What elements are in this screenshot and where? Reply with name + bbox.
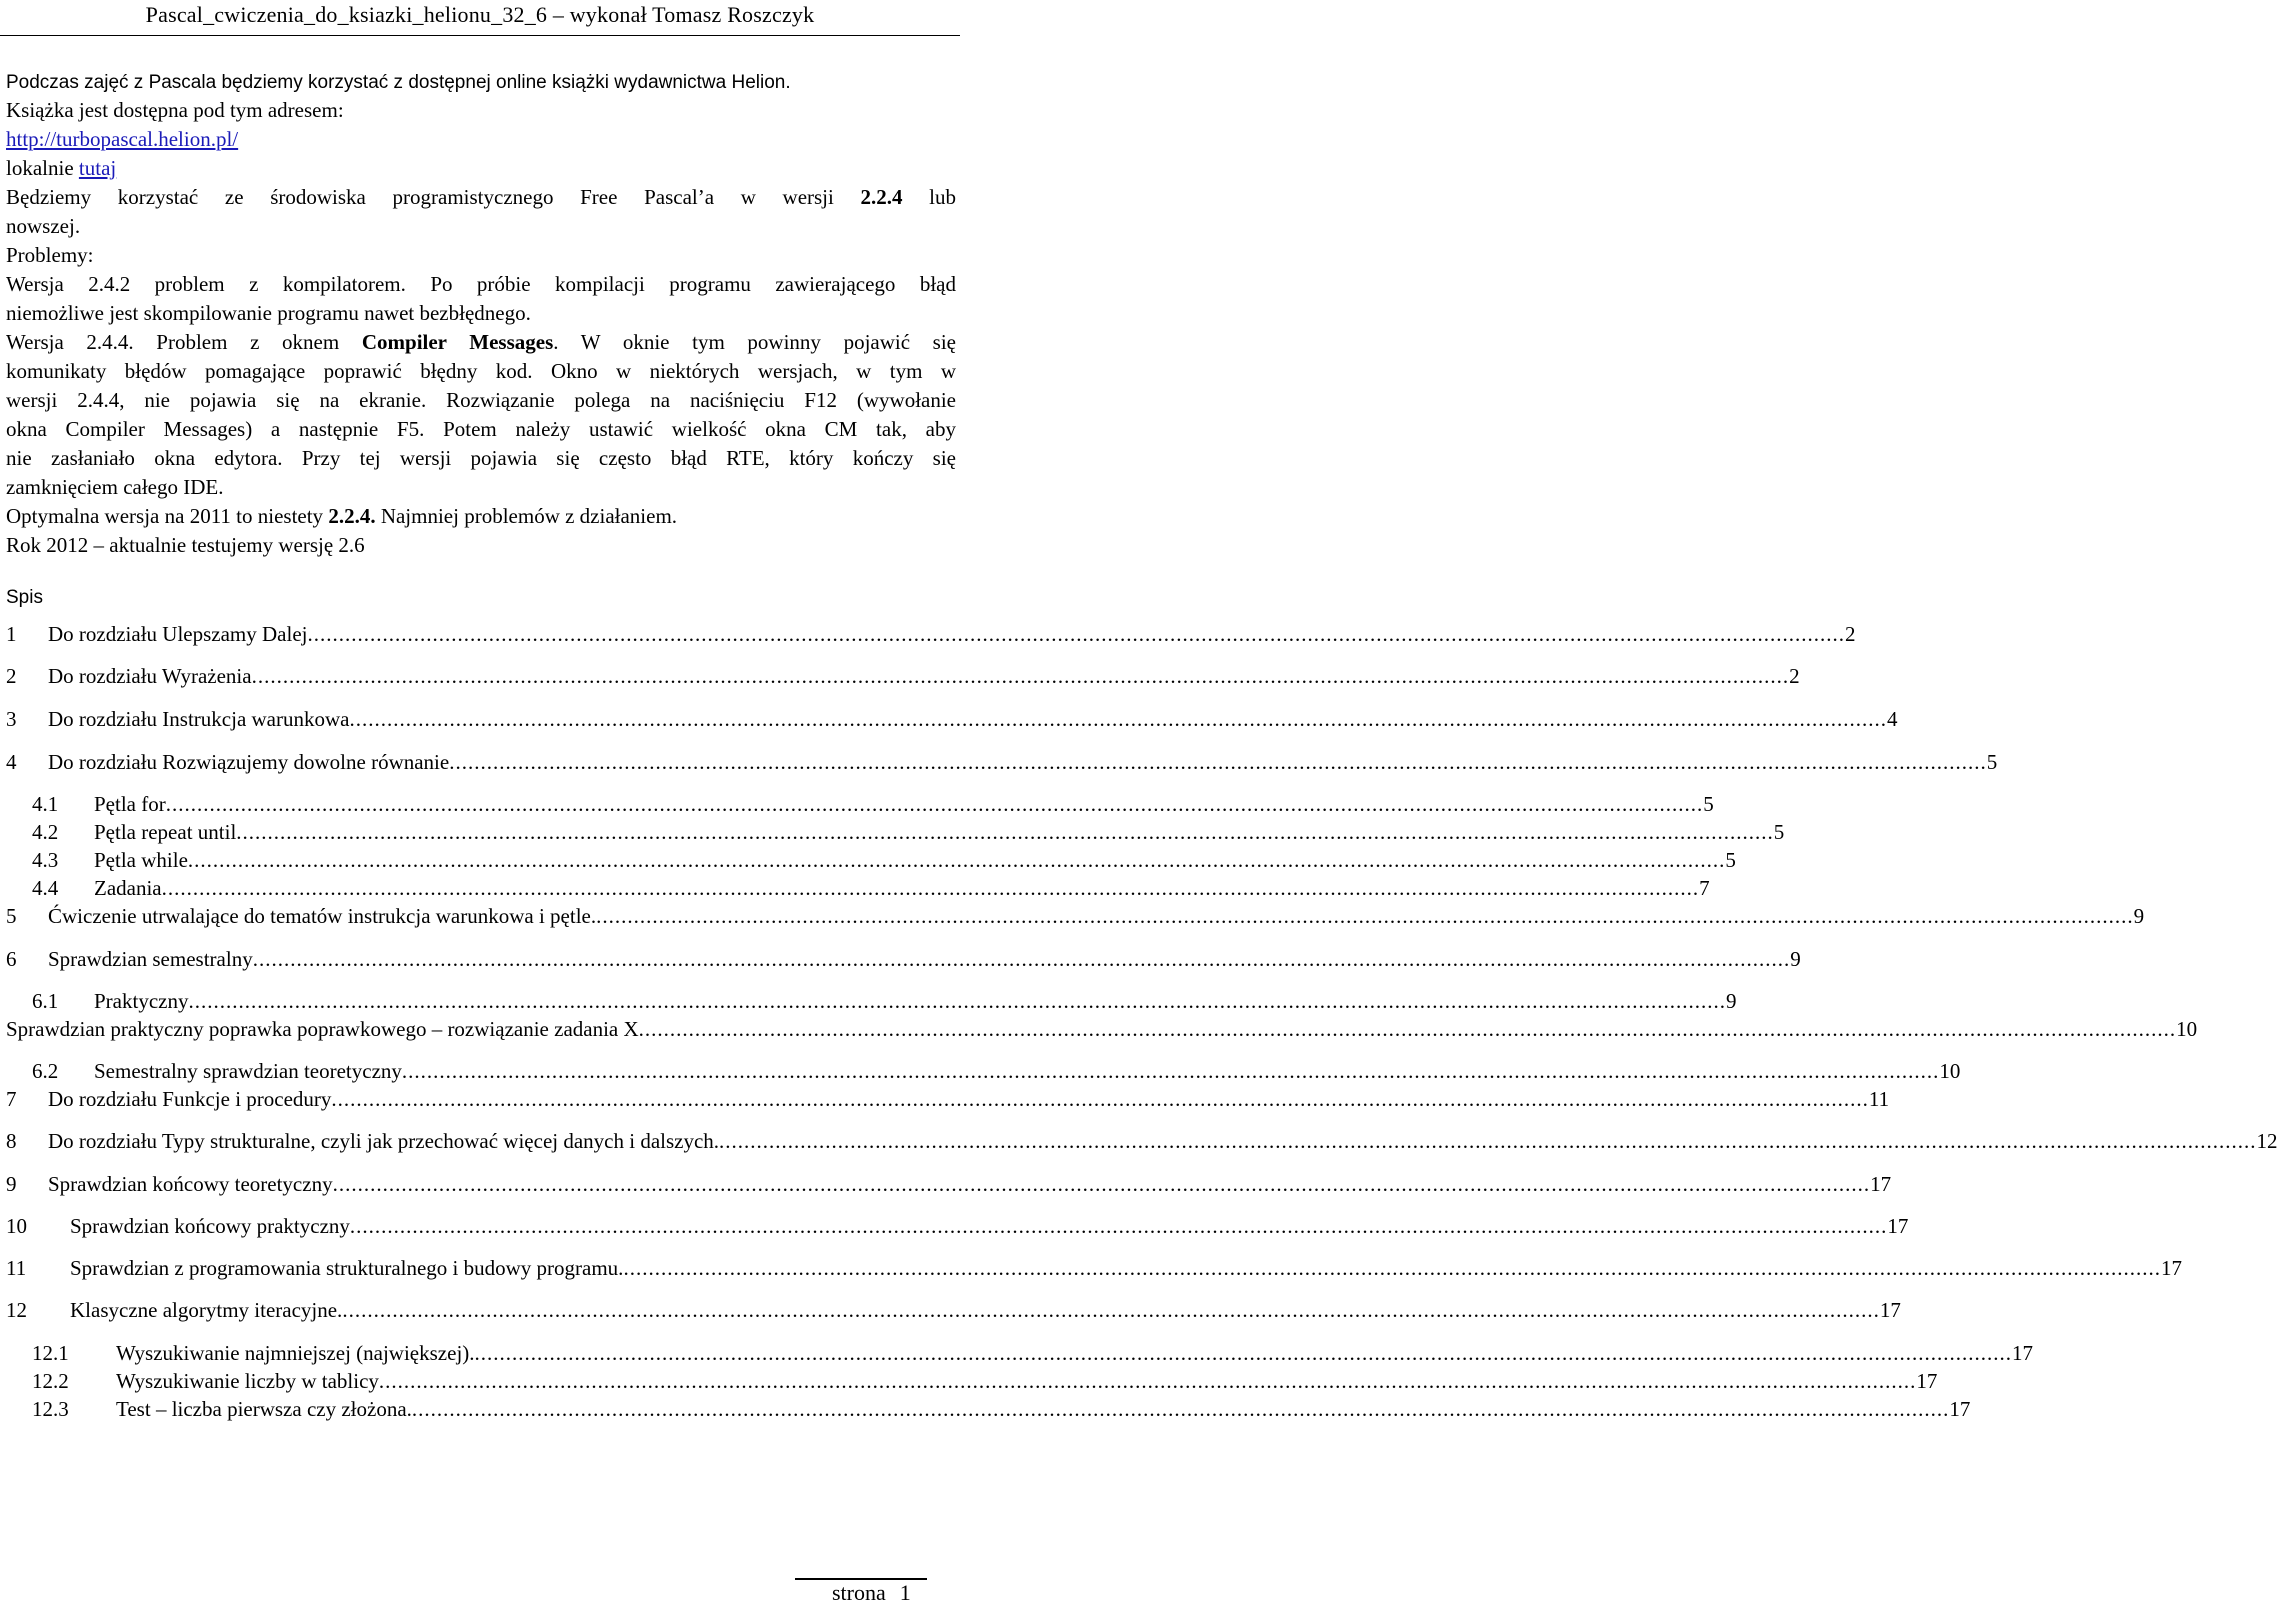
page-footer [832, 1580, 911, 1606]
toc-entry[interactable] [6, 705, 1898, 733]
toc-leader-dots [236, 818, 1774, 846]
toc-entry-title: Ćwiczenie utrwalające do tematów instrukcja warunkowa i pętle. [48, 904, 597, 928]
toc-entry-title: Pętla for [94, 792, 166, 816]
toc-entry-page: 5 [1773, 820, 1785, 844]
toc-entry-title: Do rozdziału Rozwiązujemy dowolne równanie [48, 750, 450, 774]
toc-leader-dots [449, 748, 1987, 776]
toc-leader-dots [639, 1015, 2177, 1043]
toc-entry-title: Do rozdziału Instrukcja warunkowa [48, 707, 350, 731]
footer-label: strona [832, 1580, 886, 1605]
toc-heading: Spis [6, 587, 43, 608]
toc-entry-number: 8 [6, 1129, 17, 1153]
toc-entry[interactable] [6, 1015, 2198, 1043]
toc-leader-dots [188, 987, 1726, 1015]
local-prefix: lokalnie [6, 156, 79, 180]
footer-page-number: 1 [899, 1580, 911, 1605]
problems-label: Problemy: [6, 243, 94, 267]
toc-entry-number: 7 [6, 1087, 17, 1111]
toc-entry-number: 6 [6, 947, 17, 971]
toc-entry-page: 17 [1870, 1172, 1892, 1196]
toc-leader-dots [252, 662, 1790, 690]
problem-line: niemożliwe jest skompilowanie programu nawet bezbłędnego. [6, 301, 531, 325]
toc-entry-page: 7 [1699, 876, 1710, 900]
toc-leader-dots [331, 1085, 1869, 1113]
toc-leader-dots [166, 790, 1704, 818]
compiler-messages-label: Compiler Messages [361, 330, 554, 354]
toc-entry[interactable] [6, 1212, 1909, 1240]
toc-entry[interactable] [6, 620, 1856, 648]
toc-entry-number: 1 [6, 622, 17, 646]
toc-entry-number: 12.1 [32, 1341, 69, 1365]
toc-entry[interactable] [6, 1296, 1901, 1324]
toc-entry-title: Praktyczny [94, 989, 189, 1013]
toc-entry-number: 9 [6, 1172, 17, 1196]
toc-entry-page: 17 [1879, 1298, 1901, 1322]
env-line: nowszej. [6, 214, 81, 238]
toc-leader-dots [308, 620, 1846, 648]
problem-text: Wersja 2.4.4. Problem z oknem [6, 330, 362, 354]
toc-entry-number: 4.1 [32, 792, 59, 816]
toc-entry-title: Sprawdzian praktyczny poprawka poprawkowego – rozwiązanie zadania X [6, 1017, 639, 1041]
toc-entry-title: Sprawdzian końcowy teoretyczny [48, 1172, 333, 1196]
problem-line: zamknięciem całego IDE. [6, 475, 224, 499]
toc-entry-page: 17 [1916, 1369, 1938, 1393]
toc-entry-page: 5 [1703, 792, 1714, 816]
toc-entry-page: 17 [1887, 1214, 1909, 1238]
toc-leader-dots [596, 902, 2134, 930]
toc-entry[interactable] [6, 945, 1801, 973]
toc-entry-page: 12 [2256, 1129, 2278, 1153]
toc-entry-number: 11 [6, 1256, 27, 1280]
toc-entry-page: 2 [1789, 664, 1800, 688]
toc-entry-title: Wyszukiwanie najmniejszej (największej). [116, 1341, 475, 1365]
header-rule [0, 35, 960, 36]
toc-entry-page: 9 [2133, 904, 2145, 928]
toc-entry[interactable] [32, 1367, 1938, 1395]
toc-leader-dots [379, 1367, 1917, 1395]
toc-entry-title: Do rozdziału Typy strukturalne, czyli jak przechować więcej danych i dalszych. [48, 1129, 720, 1153]
optimal-version-line [6, 502, 956, 531]
toc-entry-number: 12.2 [32, 1369, 69, 1393]
toc-entry-page: 10 [2176, 1017, 2198, 1041]
toc-entry[interactable] [32, 818, 1785, 846]
toc-leader-dots [412, 1395, 1950, 1423]
toc-entry-page: 10 [1939, 1059, 1961, 1083]
env-version: 2.2.4 [860, 185, 903, 209]
problem-line: nie zasłaniało okna edytora. Przy tej wersji pojawia się często błąd RTE, który kończy się [6, 446, 956, 470]
problem-line: wersji 2.4.4, nie pojawia się na ekranie. Rozwiązanie polega na naciśnięciu F12 (wywołanie [6, 388, 956, 412]
toc-entry-title: Pętla repeat until [94, 820, 237, 844]
toc-entry[interactable] [32, 1395, 1971, 1423]
toc-entry-page: 5 [1986, 750, 1998, 774]
toc-entry-number: 4.3 [32, 848, 59, 872]
toc-leader-dots [719, 1127, 2257, 1155]
intro-line: Książka jest dostępna pod tym adresem: [6, 98, 344, 122]
toc-entry-title: Do rozdziału Funkcje i procedury [48, 1087, 332, 1111]
toc-entry[interactable] [32, 846, 1736, 874]
problem-line: komunikaty błędów pomagające poprawić błędny kod. Okno w niektórych wersjach, w tym w [6, 359, 956, 383]
toc-entry-title: Zadania [94, 876, 162, 900]
toc-entry-title: Do rozdziału Wyrażenia [48, 664, 252, 688]
toc-entry-page: 5 [1725, 848, 1736, 872]
local-link[interactable]: tutaj [78, 156, 117, 180]
toc-entry-page: 9 [1725, 989, 1737, 1013]
toc-leader-dots [402, 1057, 1940, 1085]
toc-leader-dots [349, 705, 1887, 733]
toc-entry-title: Klasyczne algorytmy iteracyjne. [70, 1298, 343, 1322]
problem-line [6, 328, 956, 357]
toc-entry-title: Sprawdzian z programowania strukturalnego i budowy programu. [70, 1256, 624, 1280]
toc-entry[interactable] [6, 1127, 2278, 1155]
problem-line: okna Compiler Messages) a następnie F5. Potem należy ustawić wielkość okna CM tak, aby [6, 417, 956, 441]
env-line [6, 183, 956, 212]
toc-entry-number: 6.1 [32, 989, 59, 1013]
toc-entry[interactable] [32, 790, 1714, 818]
intro-local-line [6, 154, 956, 183]
toc-entry-page: 11 [1868, 1087, 1890, 1111]
toc-entry-number: 2 [6, 664, 17, 688]
toc-entry[interactable] [6, 902, 2145, 930]
toc-leader-dots [333, 1170, 1871, 1198]
toc-entry[interactable] [32, 874, 1710, 902]
toc-entry[interactable] [6, 1085, 1890, 1113]
toc-entry-number: 4.4 [32, 876, 59, 900]
toc-entry[interactable] [32, 987, 1737, 1015]
toc-entry-number: 5 [6, 904, 17, 928]
intro-line: Podczas zajęć z Pascala będziemy korzystać z dostępnej online książki wydawnictwa Helion. [6, 72, 791, 93]
toc-entry-page: 4 [1886, 707, 1898, 731]
toc-entry-number: 10 [6, 1214, 27, 1238]
opt-version: 2.2.4. [328, 504, 376, 528]
toc-entry-title: Sprawdzian semestralny [48, 947, 253, 971]
toc-leader-dots [253, 945, 1791, 973]
env-text: lub [902, 185, 957, 209]
toc-entry-number: 12.3 [32, 1397, 69, 1421]
toc-entry-title: Semestralny sprawdzian teoretyczny [94, 1059, 402, 1083]
toc-entry-number: 3 [6, 707, 17, 731]
toc-entry-page: 17 [1949, 1397, 1971, 1421]
intro-section [6, 70, 956, 560]
toc-entry-title: Pętla while [94, 848, 188, 872]
helion-url-link[interactable]: http://turbopascal.helion.pl/ [6, 127, 239, 151]
problem-text: . W oknie tym powinny pojawić się [553, 330, 957, 354]
toc-entry-number: 12 [6, 1298, 27, 1322]
toc-entry-page: 2 [1845, 622, 1856, 646]
toc-entry-number: 4.2 [32, 820, 59, 844]
toc-leader-dots [188, 846, 1726, 874]
toc-entry[interactable] [32, 1057, 1961, 1085]
toc-entry-title: Do rozdziału Ulepszamy Dalej [48, 622, 308, 646]
toc-leader-dots [162, 874, 1700, 902]
toc-entry-title: Sprawdzian końcowy praktyczny [70, 1214, 350, 1238]
toc-entry[interactable] [6, 662, 1800, 690]
toc-entry[interactable] [32, 1339, 2034, 1367]
opt-text: Optymalna wersja na 2011 to niestety [6, 504, 329, 528]
intro-url-line [6, 125, 956, 154]
year-line: Rok 2012 – aktualnie testujemy wersję 2.6 [6, 533, 365, 557]
opt-text: Najmniej problemów z działaniem. [375, 504, 678, 528]
problem-line: Wersja 2.4.2 problem z kompilatorem. Po próbie kompilacji programu zawierającego błąd [6, 272, 956, 296]
toc-entry[interactable] [6, 748, 1998, 776]
page-header: Pascal_cwiczenia_do_ksiazki_helionu_32_6 – wykonał Tomasz Roszczyk [145, 2, 815, 27]
toc-entry-number: 4 [6, 750, 17, 774]
toc-entry-number: 6.2 [32, 1059, 59, 1083]
toc-entry-page: 17 [2160, 1256, 2182, 1280]
toc-entry-title: Test – liczba pierwsza czy złożona. [116, 1397, 412, 1421]
toc-entry-page: 17 [2012, 1341, 2034, 1365]
toc-leader-dots [475, 1339, 2013, 1367]
toc-entry-page: 9 [1790, 947, 1801, 971]
toc-leader-dots [342, 1296, 1880, 1324]
toc-entry[interactable] [6, 1254, 2182, 1282]
env-text: Będziemy korzystać ze środowiska programistycznego Free Pascal’a w wersji [6, 185, 861, 209]
toc-entry-title: Wyszukiwanie liczby w tablicy [116, 1369, 379, 1393]
toc-entry[interactable] [6, 1170, 1892, 1198]
toc-leader-dots [623, 1254, 2161, 1282]
toc-leader-dots [350, 1212, 1888, 1240]
